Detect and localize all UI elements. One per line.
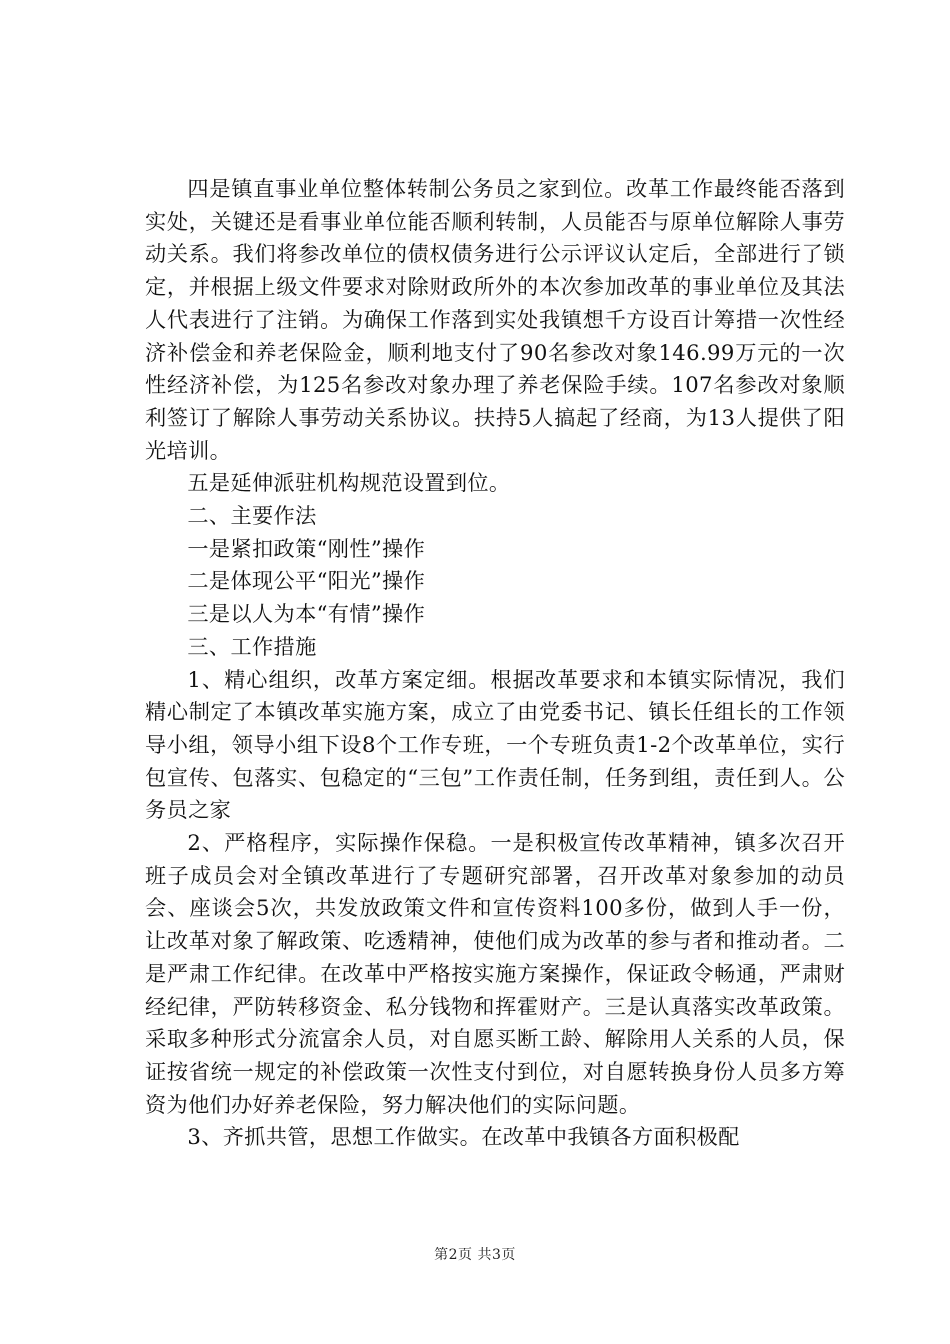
paragraph-dispatched-agencies: 五是延伸派驻机构规范设置到位。 [187,470,511,496]
paragraph-policy-rigidity: 一是紧扣政策“刚性”操作 [187,535,426,561]
paragraph-measure-1: 1、精心组织，改革方案定细。根据改革要求和本镇实际情况，我们精心制定了本镇改革实施方案，成立了由党委书记、镇长任组长的工作领导小组，领导小组下设8个工作专班，一个专班负责1-2个改革单位，实行包宣传、包落实、包稳定的“三包”工作责任制，任务到组，责任到人。公务员之家 [145,666,845,823]
section-heading-main-practices: 二、主要作法 [187,503,317,529]
paragraph-measure-2: 2、严格程序，实际操作保稳。一是积极宣传改革精神，镇多次召开班子成员会对全镇改革进行了专题研究部署，召开改革对象参加的动员会、座谈会5次，共发放政策文件和宣传资料100多份，做到人手一份，让改革对象了解政策、吃透精神，使他们成为改革的参与者和推动者。二是严肃工作纪律。在改革中严格按实施方案操作，保证政令畅通，严肃财经纪律，严防转移资金、私分钱物和挥霍财产。三是认真落实改革政策。采取多种形式分流富余人员，对自愿买断工龄、解除用人关系的人员，保证按省统一规定的补偿政策一次性支付到位，对自愿转换身份人员多方筹资为他们办好养老保险，努力解决他们的实际问题。 [145,830,845,1117]
document-body [145,173,845,1154]
paragraph-unit-conversion: 四是镇直事业单位整体转制公务员之家到位。改革工作最终能否落到实处，关键还是看事业单位能否顺利转制，人员能否与原单位解除人事劳动关系。我们将参改单位的债权债务进行公示评议认定后，全部进行了锁定，并根据上级文件要求对除财政所外的本次参加改革的事业单位及其法人代表进行了注销。为确保工作落到实处我镇想千方设百计筹措一次性经济补偿金和养老保险金，顺利地支付了90名参改对象146.99万元的一次性经济补偿，为125名参改对象办理了养老保险手续。107名参改对象顺利签订了解除人事劳动关系协议。扶持5人搞起了经商，为13人提供了阳光培训。 [145,176,845,463]
paragraph-measure-3: 3、齐抓共管，思想工作做实。在改革中我镇各方面积极配 [187,1124,740,1150]
paragraph-fairness-sunshine: 二是体现公平“阳光”操作 [187,568,426,594]
section-heading-work-measures: 三、工作措施 [187,633,317,659]
paragraph-people-oriented: 三是以人为本“有情”操作 [187,601,426,627]
page-footer: 第2页 共3页 [434,1247,516,1263]
